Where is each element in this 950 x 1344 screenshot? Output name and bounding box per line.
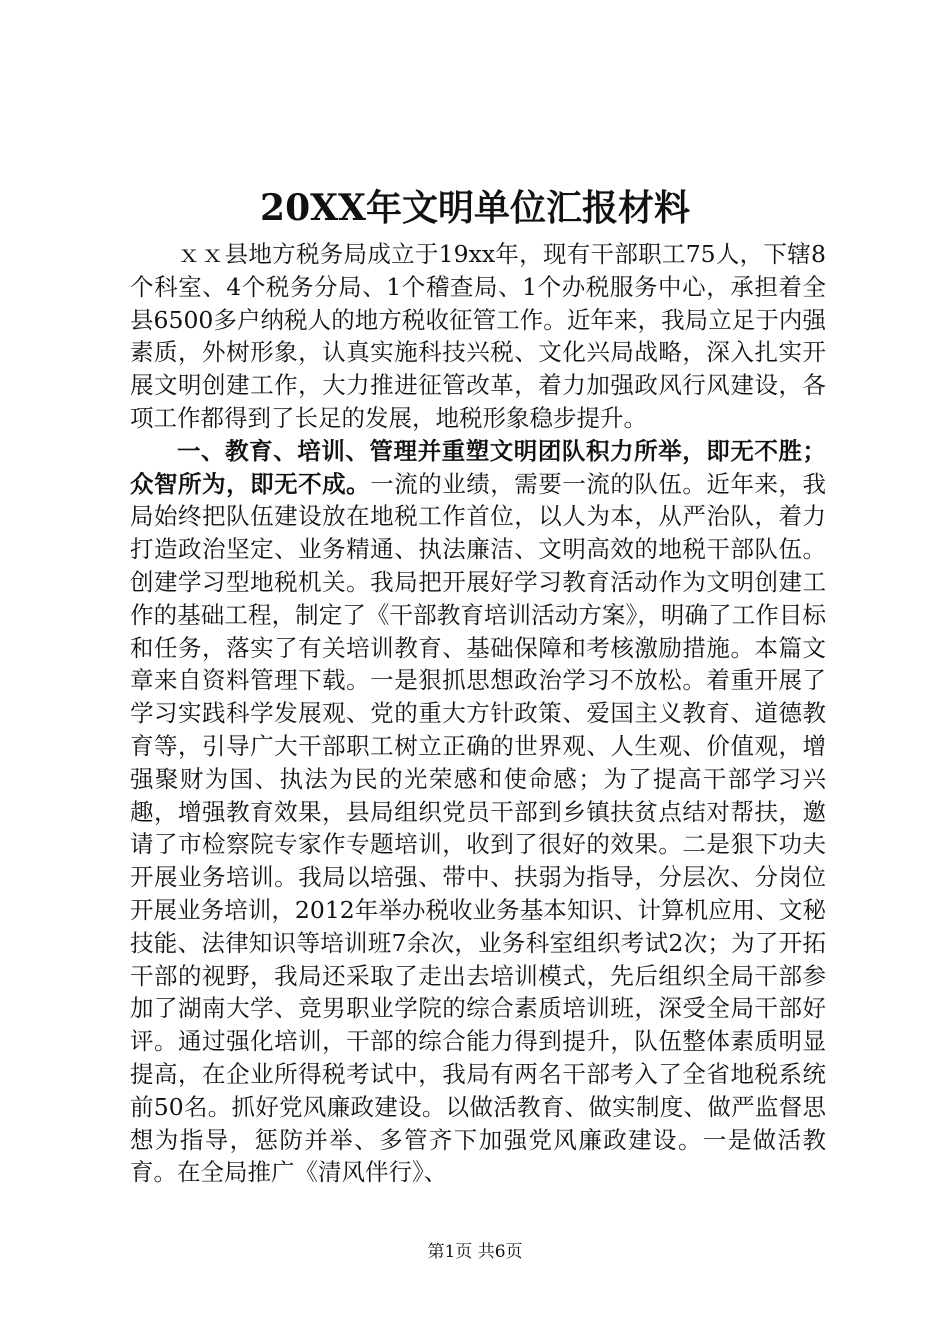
paragraph-intro-text: ｘｘ县地方税务局成立于19xx年，现有干部职工75人，下辖8个科室、4个税务分局、1个稽查局、1个办税服务中心，承担着全县6500多户纳税人的地方税收征管工作。近年来，我局立足于内强素质，外树形象，认真实施科技兴税、文化兴局战略，深入扎实开展文明创建工作，大力推进征管改革，着力加强政风行风建设，各项工作都得到了长足的发展，地税形象稳步提升。 bbox=[130, 240, 826, 432]
page-number-footer: 第1页 共6页 bbox=[427, 1242, 523, 1262]
document-title: 20XX年文明单位汇报材料 bbox=[260, 187, 690, 229]
document-body bbox=[130, 238, 826, 1189]
paragraph-intro bbox=[130, 238, 826, 435]
section-one-heading: 一、教育、培训、管理并重塑文明团队积力所举，即无不胜；众智所为，即无不成。 bbox=[130, 436, 826, 498]
paragraph-section-one bbox=[130, 435, 826, 1189]
paragraph-section-one-text: 一流的业绩，需要一流的队伍。近年来，我局始终把队伍建设放在地税工作首位，以人为本，从严治队，着力打造政治坚定、业务精通、执法廉洁、文明高效的地税干部队伍。创建学习型地税机关。我局把开展好学习教育活动作为文明创建工作的基础工程，制定了《干部教育培训活动方案》，明确了工作目标和任务，落实了有关培训教育、基础保障和考核激励措施。本篇文章来自资料管理下载。一是狠抓思想政治学习不放松。着重开展了学习实践科学发展观、党的重大方针政策、爱国主义教育、道德教育等，引导广大干部职工树立正确的世界观、人生观、价值观，增强聚财为国、执法为民的光荣感和使命感；为了提高干部学习兴趣，增强教育效果，县局组织党员干部到乡镇扶贫点结对帮扶，邀请了市检察院专家作专题培训，收到了很好的效果。二是狠下功夫开展业务培训。我局以培强、带中、扶弱为指导，分层次、分岗位开展业务培训，2012年举办税收业务基本知识、计算机应用、文秘技能、法律知识等培训班7余次，业务科室组织考试2次；为了开拓干部的视野，我局还采取了走出去培训模式，先后组织全局干部参加了湖南大学、竞男职业学院的综合素质培训班，深受全局干部好评。通过强化培训，干部的综合能力得到提升，队伍整体素质明显提高，在企业所得税考试中，我局有两名干部考入了全省地税系统前50名。抓好党风廉政建设。以做活教育、做实制度、做严监督思想为指导，惩防并举、多管齐下加强党风廉政建设。一是做活教育。在全局推广《清风伴行》、 bbox=[130, 469, 827, 1187]
